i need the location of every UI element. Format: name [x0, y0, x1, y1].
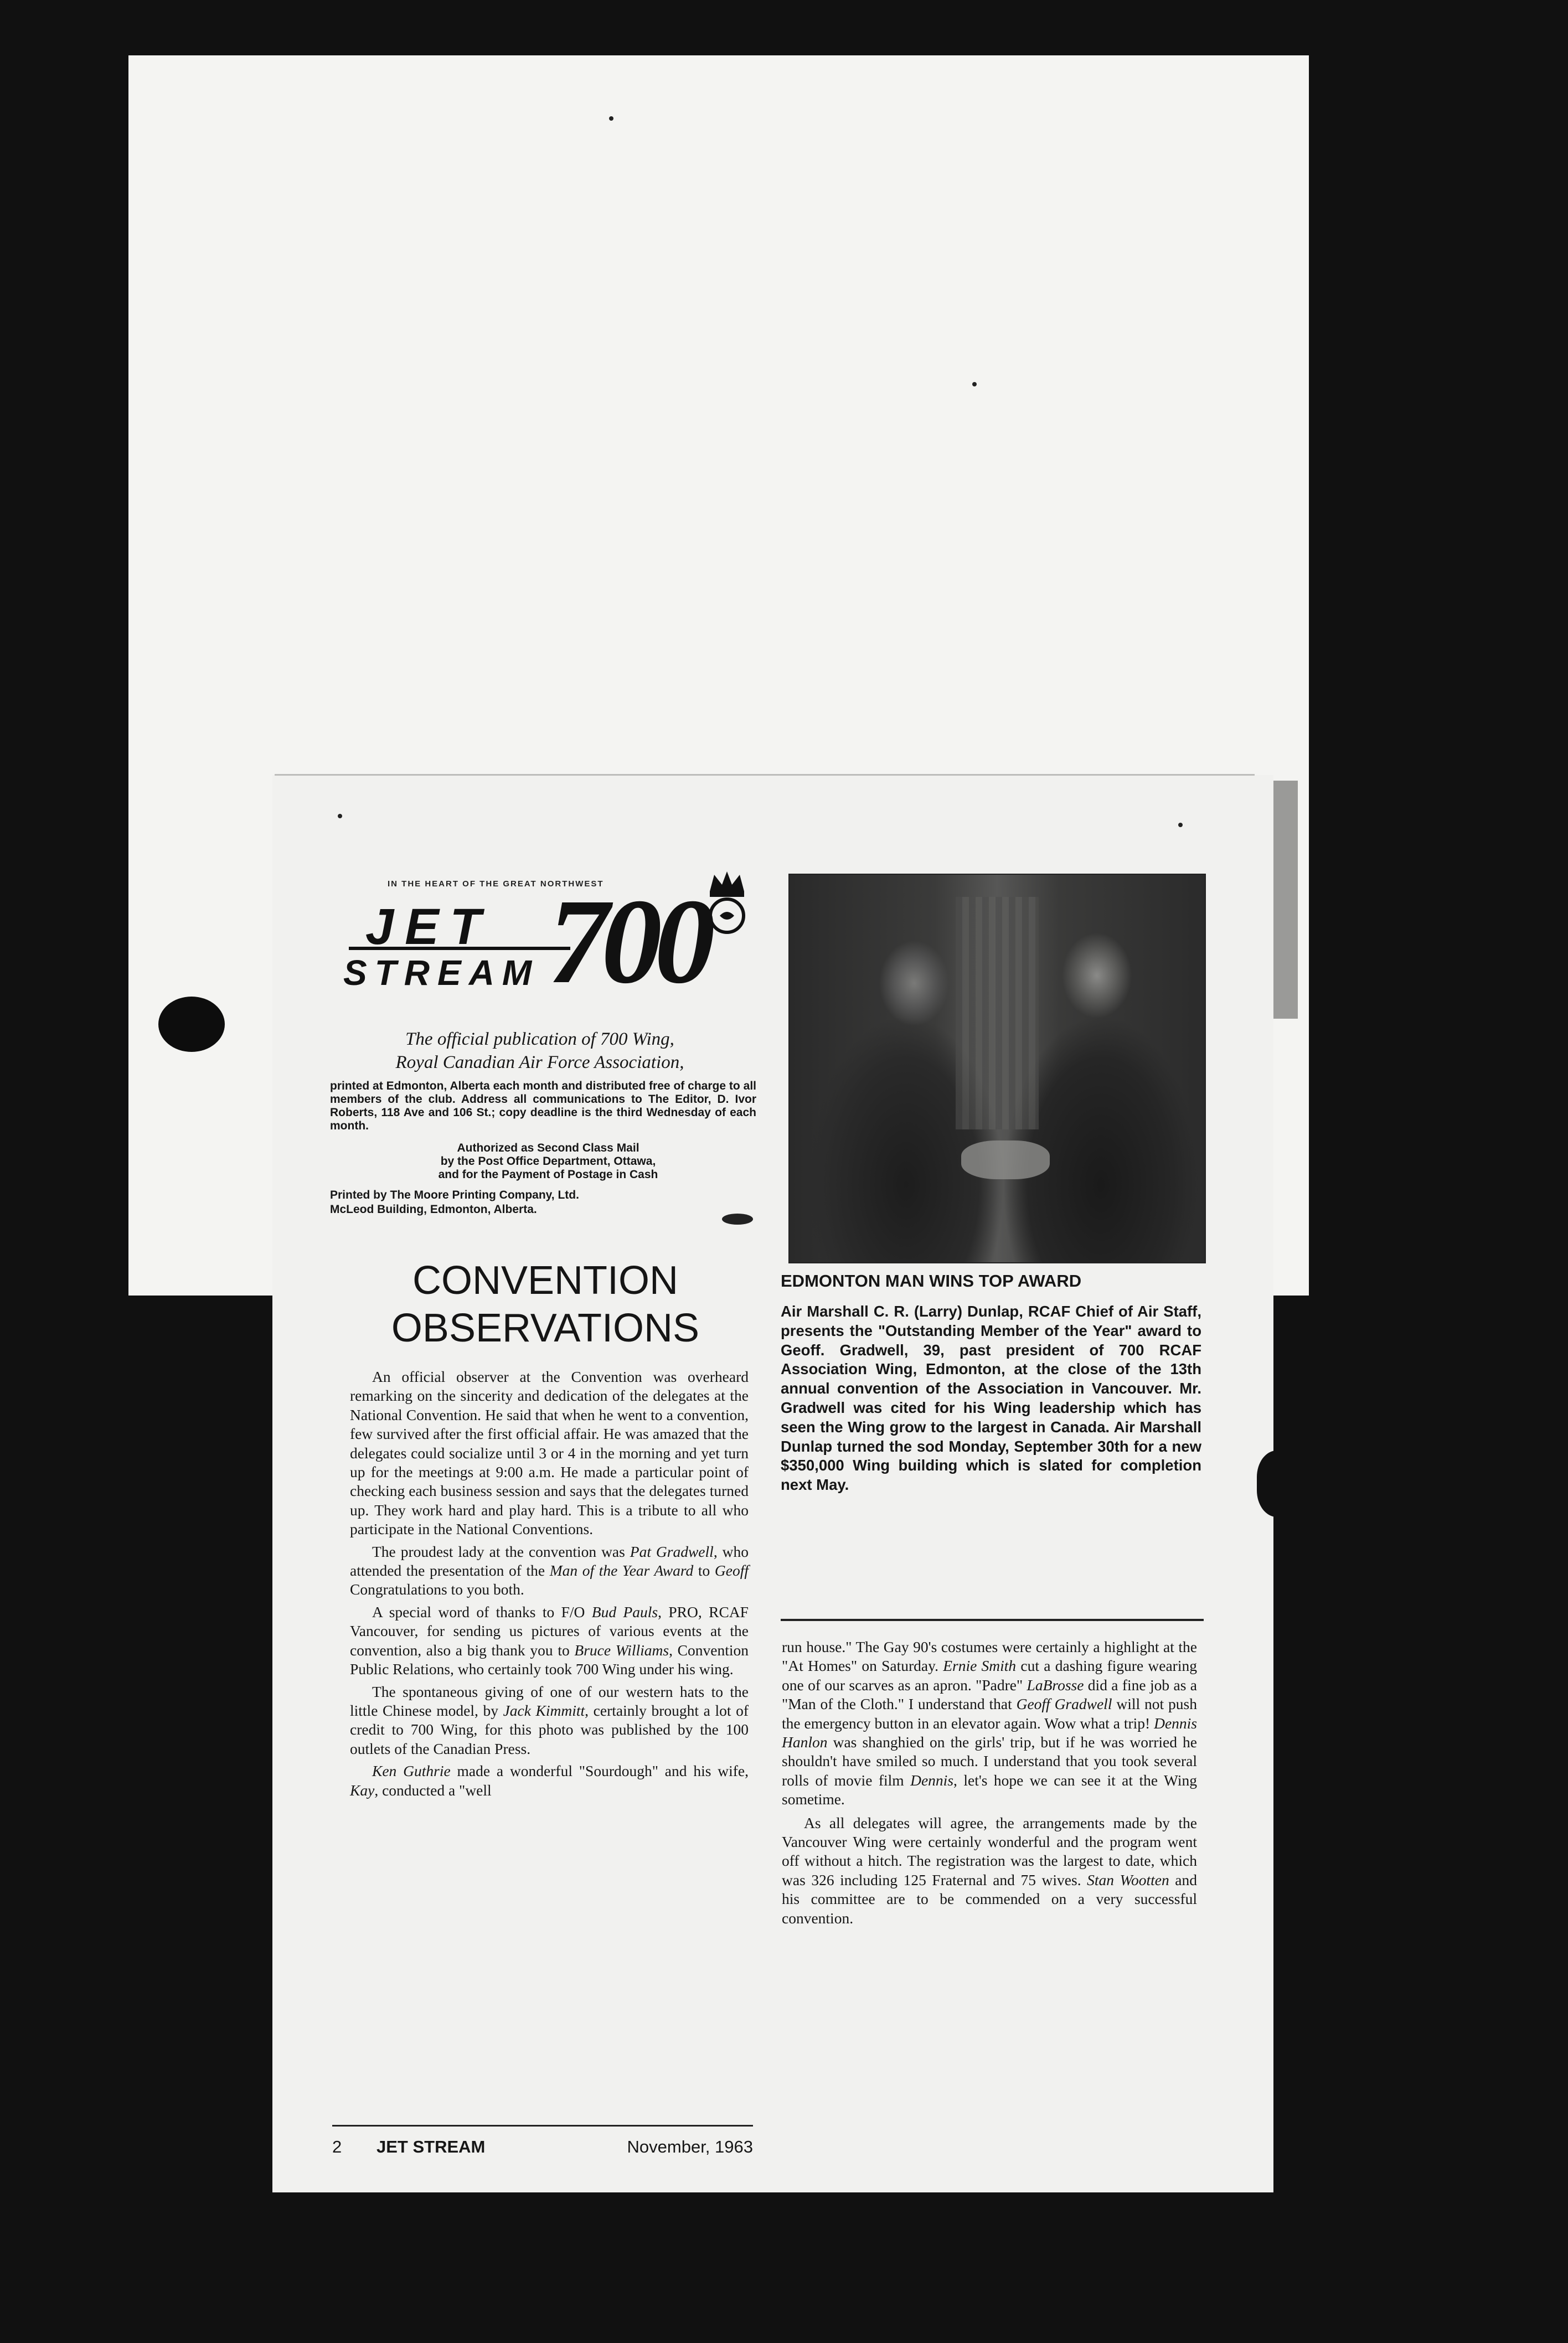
person-name: Jack Kimmitt: [503, 1701, 585, 1719]
logo-number: 700: [548, 874, 708, 1009]
printer-mark-icon: [722, 1214, 753, 1225]
text-run: will not push the emergency button in an elevator again. Wow what a trip!: [782, 1695, 1197, 1732]
ink-blot: [158, 997, 225, 1052]
text-run: cut a dashing figure wearing one of our scarves as an apron. "Padre": [782, 1657, 1197, 1694]
person-name: Bruce Williams: [574, 1641, 669, 1659]
masthead-mail-notice: [338, 1142, 759, 1181]
issue-date: November, 1963: [627, 2137, 753, 2156]
subtitle-line: Royal Canadian Air Force Association,: [395, 1052, 684, 1072]
text-run: and his committee are to be commended on a very successful convention.: [782, 1871, 1197, 1927]
award-caption: Air Marshall C. R. (Larry) Dunlap, RCAF Chief of Air Staff, presents the "Outstanding Member of the Year" award to Geoff. Gradwell, 39, past president of 700 RCAF Association Wing, Edmonton, at the close of the 13th annual convention of the Association in Vancouver. Mr. Gradwell was cited for his Wing leadership which has seen the Wing grow to the largest in Canada. Air Marshall Dunlap turned the sod Monday, September 30th for a new $350,000 Wing building which is slated for completion next May.: [781, 1303, 1201, 1494]
text-run: As all delegates will agree, the arrangements made by the Vancouver Wing were certainly wonderful and the program went off without a hitch. The registration was the largest to date, which was 326 including 125 Fraternal and 75 wives.: [782, 1814, 1197, 1888]
torn-edge: [1257, 1451, 1307, 1517]
paragraph: [782, 1814, 1197, 1928]
printer-line: McLeod Building, Edmonton, Alberta.: [330, 1203, 537, 1216]
masthead-info: printed at Edmonton, Alberta each month and distributed free of charge to all members of the club. Address all communications to The Editor, D. Ivor Roberts, 118 Ave and 106 St.; copy deadline is the third Wednesday of each month.: [330, 1080, 756, 1132]
mail-line: and for the Payment of Postage in Cash: [438, 1168, 658, 1181]
page-number: 2: [332, 2137, 342, 2156]
person-name: Geoff Gradwell: [1016, 1695, 1112, 1713]
text-run: made a wonderful "Sourdough" and his wife,: [450, 1762, 749, 1780]
article-headline: [354, 1257, 736, 1352]
logo-stream: STREAM: [343, 953, 540, 993]
person-name: Bud Pauls: [591, 1603, 658, 1621]
paragraph: [350, 1683, 749, 1759]
paragraph: [350, 1603, 749, 1679]
person-name: Ernie Smith: [943, 1657, 1017, 1675]
award-photo: [788, 874, 1206, 1263]
masthead: [316, 869, 764, 1235]
person-name: LaBrosse: [1027, 1676, 1084, 1694]
text-run: was shanghied on the girls' trip, but if he was worried he shouldn't have smiled so much. I understand that you took several rolls of movie film: [782, 1733, 1197, 1789]
dust-speck: [1178, 823, 1183, 827]
masthead-tagline: IN THE HEART OF THE GREAT NORTHWEST: [388, 879, 604, 889]
paragraph: [350, 1542, 749, 1599]
person-name: Kay: [350, 1781, 375, 1799]
text-run: to: [693, 1562, 715, 1580]
award-headline: EDMONTON MAN WINS TOP AWARD: [781, 1271, 1082, 1291]
text-run: did a fine job as a "Man of the Cloth." I understand that: [782, 1676, 1197, 1713]
logo-jet: JET: [365, 899, 492, 955]
dust-speck: [609, 116, 613, 121]
footer-rule: [332, 2125, 753, 2127]
mail-line: by the Post Office Department, Ottawa,: [440, 1155, 656, 1168]
column-divider: [781, 1619, 1204, 1621]
text-run: , let's hope we can see it at the Wing sometime.: [782, 1771, 1197, 1808]
text-run: The spontaneous giving of one of our western hats to the little Chinese model, by: [350, 1683, 749, 1719]
masthead-printer: [330, 1188, 740, 1217]
masthead-subtitle: [321, 1028, 759, 1074]
mail-line: Authorized as Second Class Mail: [457, 1142, 639, 1154]
dust-speck: [972, 382, 977, 386]
paragraph: [782, 1638, 1197, 1809]
text-run: , certainly brought a lot of credit to 700 Wing, for this photo was published by the 100 outlets of the Canadian Press.: [350, 1701, 749, 1757]
left-column: [350, 1367, 749, 1800]
page-footer: [332, 2137, 753, 2157]
person-name: Pat Gradwell: [630, 1542, 714, 1560]
text-run: , conducted a "well: [374, 1781, 492, 1799]
clipping-shadow: [1273, 781, 1298, 1019]
photo-curtain: [956, 897, 1039, 1129]
printer-line: Printed by The Moore Printing Company, Ltd.: [330, 1189, 579, 1201]
text-run: , Convention Public Relations, who certainly took 700 Wing under his wing.: [350, 1641, 749, 1678]
text-run: A special word of thanks to F/O: [372, 1603, 592, 1621]
person-name: Stan Wootten: [1087, 1871, 1169, 1888]
paragraph: [350, 1762, 749, 1800]
award-name: Man of the Year Award: [549, 1562, 694, 1580]
publication-name: JET STREAM: [376, 2137, 486, 2156]
person-name: Geoff: [714, 1562, 749, 1580]
person-name: Dennis Hanlon: [782, 1714, 1197, 1751]
text-run: run house." The Gay 90's costumes were certainly a highlight at the "At Homes" on Saturday.: [782, 1638, 1197, 1675]
crown-icon: [703, 869, 751, 941]
subtitle-line: The official publication of 700 Wing,: [405, 1029, 674, 1049]
photo-handshake: [961, 1140, 1050, 1179]
paragraph: An official observer at the Convention was overheard remarking on the sincerity and dedication of the delegates at the National Convention. He said that when he went to a convention, few survived after the first official affair. He was amazed that the delegates could socialize until 3 or 4 in the morning and yet turn up for the meetings at 9:00 a.m. He made a particular point of checking each business session and says that the delegates turned up. They work hard and play hard. This is a tribute to all who participate in the National Conventions.: [350, 1368, 749, 1538]
dust-speck: [338, 814, 342, 818]
text-run: , PRO, RCAF Vancouver, for sending us pictures of various events at the convention, also a big thank you to: [350, 1603, 749, 1659]
text-run: , who attended the presentation of the: [350, 1542, 749, 1580]
person-name: Ken Guthrie: [372, 1762, 451, 1780]
headline-line: OBSERVATIONS: [391, 1306, 700, 1350]
text-run: Congratulations to you both.: [350, 1581, 524, 1598]
clipping-top-edge: [275, 774, 1255, 776]
right-column: [782, 1638, 1197, 1928]
person-name: Dennis: [910, 1771, 954, 1789]
text-run: The proudest lady at the convention was: [372, 1542, 630, 1560]
headline-line: CONVENTION: [412, 1258, 679, 1303]
